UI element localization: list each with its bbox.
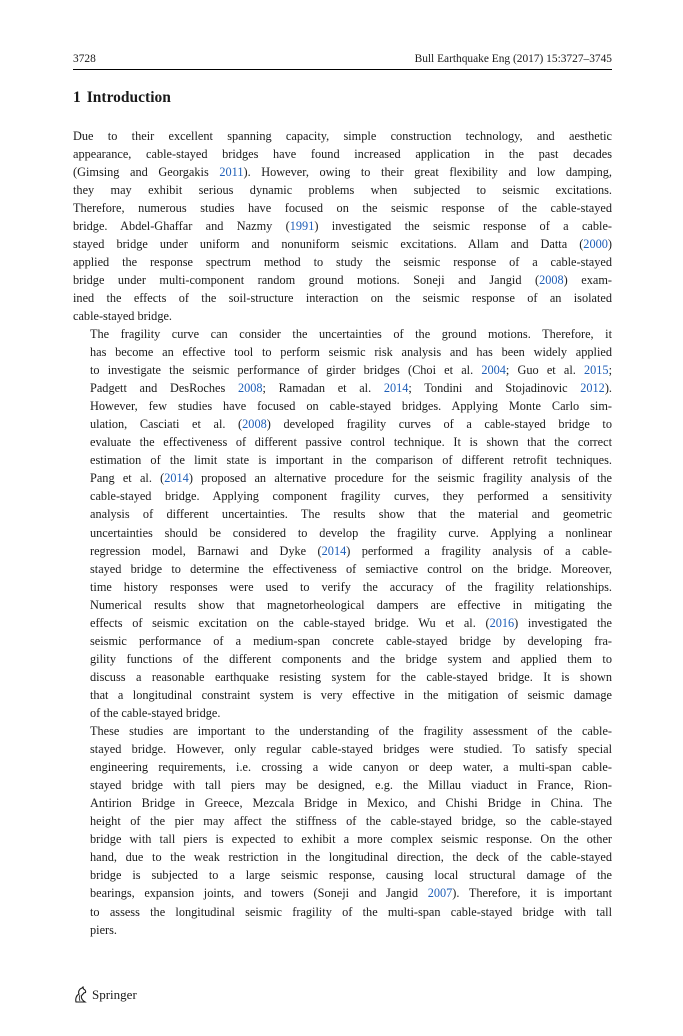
text-line xyxy=(73,596,612,614)
text-run: ) investigated the seismic response of a cable- xyxy=(314,218,613,233)
text-run: ; Ramadan et al. xyxy=(262,381,384,396)
citation-year-link[interactable]: 2008 xyxy=(539,272,564,287)
text-run: height of the pier may affect the stiffness of the cable-stayed bridge, so the cable-stayed xyxy=(90,814,612,829)
text-line xyxy=(73,866,612,884)
text-run: to assess the longitudinal seismic fragility of the multi-span cable-stayed bridge with tall xyxy=(90,904,612,919)
paragraph xyxy=(73,127,612,326)
text-line xyxy=(73,415,612,433)
citation-year-link[interactable]: 2014 xyxy=(383,381,409,396)
text-run: ). Therefore, it is important xyxy=(452,886,612,901)
journal-citation: Bull Earthquake Eng (2017) 15:3727–3745 xyxy=(414,53,612,65)
text-line xyxy=(73,343,612,361)
text-run: ) performed a fragility analysis of a cable- xyxy=(346,543,612,558)
citation-year-link[interactable]: 2014 xyxy=(164,471,189,486)
citation-year-link[interactable]: 1991 xyxy=(289,218,315,233)
text-run: seismic performance of a medium-span concrete cable-stayed bridge by developing fra- xyxy=(90,633,612,648)
text-line xyxy=(73,451,612,469)
text-run: stayed bridge. However, only regular cable-stayed bridges were studied. To satisfy special xyxy=(90,742,612,757)
text-run: they may exhibit serious dynamic problems when subjected to seismic excitations. xyxy=(73,182,612,197)
text-line xyxy=(73,524,612,542)
text-line xyxy=(73,776,612,794)
citation-year-link[interactable]: 2008 xyxy=(237,381,263,396)
text-line xyxy=(73,686,612,704)
text-line xyxy=(73,614,612,632)
citation-year-link[interactable]: 2014 xyxy=(321,543,347,558)
paragraph xyxy=(73,722,612,939)
header-rule xyxy=(73,69,612,70)
text-line xyxy=(73,542,612,560)
citation-year-link[interactable]: 2004 xyxy=(481,363,506,378)
text-run: that a longitudinal constraint system is very effective in the mitigation of seismic damage xyxy=(90,687,612,702)
text-run: However, few studies have focused on cable-stayed bridges. Applying Monte Carlo sim- xyxy=(90,399,612,414)
text-run: Due to their excellent spanning capacity, simple construction technology, and aesthetic xyxy=(73,128,612,143)
text-run: hand, due to the weak restriction in the longitudinal direction, the deck of the cable-stayed xyxy=(90,850,612,865)
text-run: Pang et al. ( xyxy=(90,471,165,486)
text-run: cable-stayed bridge. xyxy=(73,308,173,323)
text-run: bridge with tall piers is expected to exhibit a more complex seismic response. On the other xyxy=(90,832,612,847)
text-line xyxy=(73,505,612,523)
text-run: appearance, cable-stayed bridges have found increased application in the past decades xyxy=(73,146,612,161)
page-number: 3728 xyxy=(73,53,96,65)
text-run: gility functions of the different components and the bridge system and applied them to xyxy=(90,651,612,666)
text-line xyxy=(73,668,612,686)
text-line xyxy=(73,325,612,343)
text-run: Antirion Bridge in Greece, Mezcala Bridge in Mexico, and Chishi Bridge in China. The xyxy=(90,796,612,811)
text-run: uncertainties should be considered to develop the fragility curve. Applying a nonlinear xyxy=(90,525,612,540)
section-heading xyxy=(73,89,171,107)
publisher-footer xyxy=(73,986,137,1004)
text-run: ulation, Casciati et al. ( xyxy=(90,417,243,432)
text-line xyxy=(73,560,612,578)
text-run: discuss a reasonable earthquake resisting system for the cable-stayed bridge. It is shown xyxy=(90,669,612,684)
text-line xyxy=(73,253,612,271)
springer-horse-icon xyxy=(73,986,89,1004)
text-run: applied the response spectrum method to study the seismic response of a cable-stayed xyxy=(73,254,612,269)
paragraph xyxy=(73,325,612,722)
text-run: effects of seismic excitation on the cable-stayed bridge. Wu et al. ( xyxy=(90,615,490,630)
text-run: cable-stayed bridge. Applying component fragility curves, they performed a sensitivity xyxy=(90,489,612,504)
text-run: ; Guo et al. xyxy=(505,363,584,378)
text-run: ) exam- xyxy=(563,272,612,287)
text-line xyxy=(73,271,612,289)
text-run: ) developed fragility curves of a cable-stayed bridge to xyxy=(266,417,612,432)
text-line xyxy=(73,217,612,235)
section-title: Introduction xyxy=(86,89,171,106)
article-body xyxy=(73,127,612,939)
text-run: ) investigated the xyxy=(514,615,612,630)
text-run: analysis of different uncertainties. The results show that the material and geometric xyxy=(90,507,612,522)
text-line xyxy=(73,487,612,505)
text-run: These studies are important to the understanding of the fragility assessment of the cable- xyxy=(90,724,612,739)
citation-year-link[interactable]: 2011 xyxy=(219,164,244,179)
text-run: regression model, Barnawi and Dyke ( xyxy=(90,543,322,558)
text-run: ; xyxy=(608,363,612,378)
publisher-name: Springer xyxy=(92,987,137,1002)
text-line xyxy=(73,921,612,939)
text-run: stayed bridge under uniform and nonuniform seismic excitations. Allam and Datta ( xyxy=(73,236,584,251)
text-run: time history responses were used to verify the accuracy of the fragility relationships. xyxy=(90,579,612,594)
text-line xyxy=(73,632,612,650)
text-run: piers. xyxy=(90,922,117,937)
text-line xyxy=(73,433,612,451)
text-run: ; Tondini and Stojadinovic xyxy=(408,381,581,396)
citation-year-link[interactable]: 2000 xyxy=(583,236,608,251)
text-run: bridge is subjected to a large seismic response, causing local structural damage of the xyxy=(90,868,612,883)
text-line xyxy=(73,145,612,163)
text-run: ined the effects of the soil-structure interaction on the seismic response of an isolated xyxy=(73,290,612,305)
citation-year-link[interactable]: 2012 xyxy=(580,381,605,396)
text-line xyxy=(73,812,612,830)
text-line xyxy=(73,650,612,668)
text-run: (Gimsing and Georgakis xyxy=(73,164,220,179)
text-line xyxy=(73,704,612,722)
text-run: evaluate the effectiveness of different passive control technique. It is shown that the correct xyxy=(90,435,612,450)
text-run: stayed bridge to determine the effectiveness of semiactive control on the bridge. Moreover, xyxy=(90,561,612,576)
citation-year-link[interactable]: 2007 xyxy=(427,886,453,901)
text-line xyxy=(73,722,612,740)
text-run: ) proposed an alternative procedure for the seismic fragility analysis of the xyxy=(188,471,612,486)
text-run: Therefore, numerous studies have focused on the seismic response of the cable-stayed xyxy=(73,200,612,215)
text-line xyxy=(73,163,612,181)
text-line xyxy=(73,379,612,397)
text-line xyxy=(73,903,612,921)
text-line xyxy=(73,199,612,217)
text-line xyxy=(73,181,612,199)
text-line xyxy=(73,758,612,776)
text-run: bridge. Abdel-Ghaffar and Nazmy ( xyxy=(73,218,290,233)
text-run: has become an effective tool to perform seismic risk analysis and has been widely applied xyxy=(90,345,612,360)
text-line xyxy=(73,361,612,379)
text-run: bridge under multi-component random ground motions. Soneji and Jangid ( xyxy=(73,272,540,287)
running-header xyxy=(73,52,612,68)
text-run: The fragility curve can consider the uncertainties of the ground motions. Therefore, it xyxy=(90,327,612,342)
text-line xyxy=(73,830,612,848)
text-run: to investigate the seismic performance of girder bridges (Choi et al. xyxy=(90,363,482,378)
text-line xyxy=(73,127,612,145)
text-line xyxy=(73,740,612,758)
text-line xyxy=(73,307,612,325)
text-run: of the cable-stayed bridge. xyxy=(90,706,221,720)
text-line xyxy=(73,289,612,307)
citation-year-link[interactable]: 2016 xyxy=(489,615,515,630)
text-line xyxy=(73,397,612,415)
text-line xyxy=(73,884,612,902)
text-run: engineering requirements, i.e. crossing a wide canyon or deep water, a multi-span cable- xyxy=(90,760,612,775)
text-line xyxy=(73,578,612,596)
text-line xyxy=(73,469,612,487)
text-run: ). However, owing to their great flexibility and low damping, xyxy=(243,164,613,179)
text-line xyxy=(73,794,612,812)
citation-year-link[interactable]: 2015 xyxy=(583,363,609,378)
text-run: bearings, expansion joints, and towers (Soneji and Jangid xyxy=(90,886,428,901)
text-run: Numerical results show that magnetorheological dampers are effective in mitigating the xyxy=(90,597,612,612)
text-run: estimation of the limit state is important in the comparison of different retrofit techniques. xyxy=(90,453,612,468)
section-number: 1 xyxy=(73,89,81,106)
text-run: stayed bridge with tall piers may be designed, e.g. the Millau viaduct in France, Rion- xyxy=(90,778,612,793)
text-run: ) xyxy=(607,236,612,251)
text-line xyxy=(73,848,612,866)
text-line xyxy=(73,235,612,253)
text-run: ). xyxy=(604,381,612,396)
citation-year-link[interactable]: 2008 xyxy=(242,417,267,432)
text-run: Padgett and DesRoches xyxy=(90,381,238,396)
